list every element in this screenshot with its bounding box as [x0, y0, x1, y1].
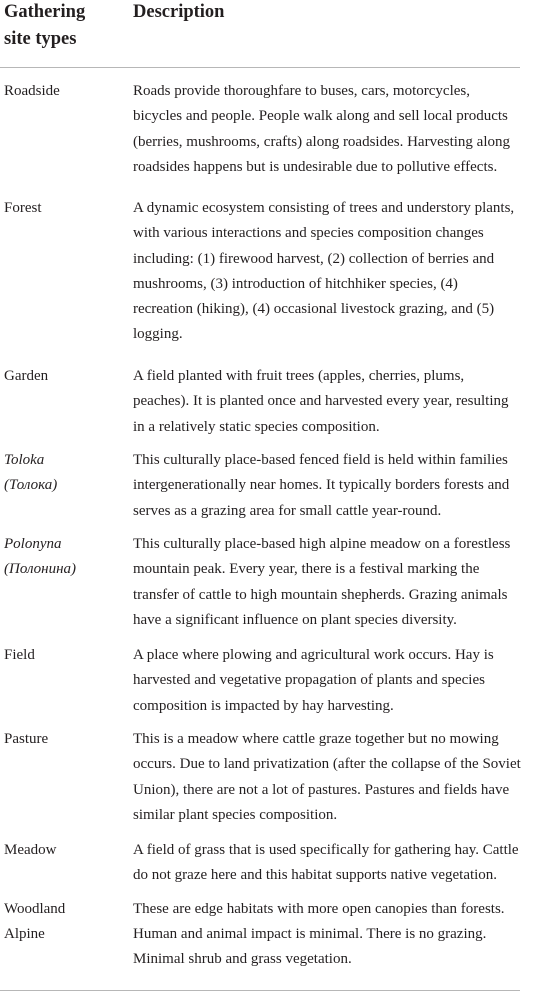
description-line: These are edge habitats with more open canopies than forests.	[133, 901, 505, 917]
header-site-types-line1: Gathering	[4, 2, 86, 22]
site-type-cell	[4, 922, 45, 947]
site-type-label: Alpine	[4, 926, 45, 942]
description-line: logging.	[133, 326, 183, 343]
description-line: Union), there are not a lot of pastures. Pastures and fields have	[133, 781, 510, 798]
site-type-label: (Толока)	[4, 477, 58, 494]
site-type-cell	[4, 79, 60, 104]
description-line: peaches). It is planted once and harvested every year, resulting	[133, 393, 509, 410]
description-line: mushrooms, (3) introduction of hitchhiker species, (4)	[133, 275, 458, 292]
description-line: A place where plowing and agricultural work occurs. Hay is	[133, 647, 494, 663]
site-type-label: Garden	[4, 368, 49, 384]
description-line: have a significant influence on plant species diversity.	[133, 611, 457, 628]
site-type-label: Pasture	[4, 731, 49, 747]
site-type-label: Forest	[4, 200, 42, 216]
description-line: serves as a grazing area for small cattle year-round.	[133, 502, 442, 519]
site-type-label: Polonyna	[4, 536, 62, 552]
site-type-cell	[4, 364, 48, 389]
site-type-cell	[4, 727, 48, 752]
description-cell	[133, 79, 510, 180]
header-site-types	[4, 0, 85, 53]
description-cell	[133, 532, 510, 633]
description-line: (berries, mushrooms, crafts) along roadsides. Harvesting along	[133, 133, 510, 150]
site-type-label: Roadside	[4, 83, 60, 99]
description-line: including: (1) firewood harvest, (2) collection of berries and	[133, 250, 495, 267]
description-line: A field of grass that is used specifically for gathering hay. Cattle	[133, 842, 519, 858]
description-line: transfer of cattle to high mountain shepherds. Grazing animals	[133, 586, 508, 603]
description-line: in a relatively static species composition.	[133, 418, 380, 435]
header-site-types-line2: site types	[4, 29, 77, 49]
description-cell	[133, 196, 514, 348]
description-line: A dynamic ecosystem consisting of trees and understory plants,	[133, 200, 515, 216]
description-line: This culturally place-based fenced field is held within families	[133, 452, 508, 468]
description-cell	[133, 838, 519, 889]
site-type-cell	[4, 897, 65, 922]
description-line: with various interactions and species composition changes	[133, 225, 484, 242]
description-line: A field planted with fruit trees (apples, cherries, plums,	[133, 368, 465, 384]
description-line: intergenerationally near homes. It typically borders forests and	[133, 477, 510, 494]
site-type-label: (Полонина)	[4, 561, 77, 578]
description-cell	[133, 448, 509, 524]
bottom-rule	[0, 990, 520, 991]
site-type-cell	[4, 196, 42, 221]
description-line: bicycles and people. People walk along and sell local products	[133, 108, 508, 125]
header-rule	[0, 67, 520, 68]
site-type-cell	[4, 448, 57, 499]
description-cell	[133, 643, 494, 719]
description-line: This culturally place-based high alpine meadow on a forestless	[133, 536, 511, 552]
description-line: Human and animal impact is minimal. There is no grazing.	[133, 926, 487, 942]
description-line: roadsides happens but is undesirable due to pollutive effects.	[133, 158, 498, 175]
description-line: similar plant species composition.	[133, 806, 338, 823]
description-cell	[133, 922, 486, 973]
site-type-label: Meadow	[4, 842, 57, 858]
header-description: Description	[133, 2, 225, 22]
description-line: Roads provide thoroughfare to buses, cars, motorcycles,	[133, 83, 470, 99]
site-type-cell	[4, 643, 35, 668]
description-cell	[133, 897, 505, 922]
description-line: recreation (hiking), (4) occasional livestock grazing, and (5)	[133, 301, 495, 318]
site-type-label: Field	[4, 647, 35, 663]
description-cell	[133, 727, 521, 828]
description-line: This is a meadow where cattle graze together but no mowing	[133, 731, 499, 747]
description-line: mountain peak. Every year, there is a festival marking the	[133, 561, 480, 578]
site-type-label: Toloka	[4, 452, 45, 468]
description-line: occurs. Due to land privatization (after the collapse of the Soviet	[133, 756, 521, 773]
description-line: do not graze here and this habitat supports native vegetation.	[133, 867, 498, 884]
description-line: Minimal shrub and grass vegetation.	[133, 951, 352, 968]
description-line: harvested and vegetative propagation of plants and species	[133, 672, 485, 689]
site-type-label: Woodland	[4, 901, 66, 917]
site-type-cell	[4, 532, 76, 583]
description-cell	[133, 364, 509, 440]
description-line: composition is impacted by hay harvesting.	[133, 697, 394, 714]
site-type-cell	[4, 838, 57, 863]
